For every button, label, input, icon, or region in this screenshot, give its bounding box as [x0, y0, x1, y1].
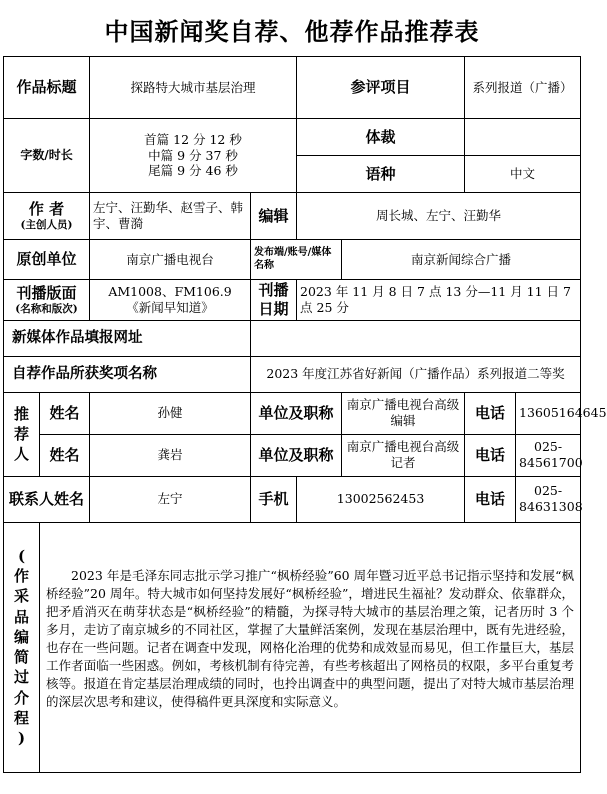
row-recommender-2 [4, 434, 581, 476]
length-line-1: 首篇 12 分 12 秒 [144, 132, 242, 148]
new-media-url-value [251, 320, 581, 356]
recommender-name-1: 孙健 [90, 392, 251, 434]
label-category: 参评项目 [297, 57, 465, 119]
row-contact [4, 476, 581, 522]
row-author [4, 193, 581, 240]
layout-value [90, 280, 251, 321]
intro-text: 2023 年是毛泽东同志批示学习推广“枫桥经验”60 周年暨习近平总书记指示坚持和发展“枫桥经验”20 周年。特大城市如何坚持发展好“枫桥经验”，增进民生福祉？发动群众、依靠群众，把矛盾消灭在萌芽状态是“枫桥经验”的精髓，为探寻特大城市的基层治理之策，记者历时 3 个多月，走访了南京城乡的不同社区，掌握了大量鲜活案例，发现在基层治理中，既有先进经验，也存在一些问题。记者在调查中发现，网格化治理的优势和成效显而易见，但工作量巨大，基层工作者面临一些困惑。例如，考核机制有待完善，有些考核超出了网格员的权限，多平台重复考核等。报道在肯定基层治理成绩的同时，也拎出调查中的典型问题，提出了对特大城市基层治理的深层次思考和建议，使得稿件更具深度和实际意义。 [46, 567, 575, 710]
language-value: 中文 [465, 156, 581, 193]
label-author-main: 作 者 [28, 200, 65, 219]
publisher-value: 南京新闻综合广播 [342, 240, 581, 280]
label-recommender-name-1: 姓名 [40, 392, 90, 434]
award-value: 2023 年度江苏省好新闻（广播作品）系列报道二等奖 [251, 356, 581, 392]
unit-value: 南京广播电视台 [90, 240, 251, 280]
contact-name: 左宁 [90, 476, 251, 522]
label-author-sub: (主创人员) [20, 218, 73, 231]
row-unit [4, 240, 581, 280]
recommender-org-2: 南京广播电视台高级记者 [342, 434, 465, 476]
label-length: 字数/时长 [4, 119, 90, 193]
label-layout [4, 280, 90, 321]
recommender-org-1: 南京广播电视台高级编辑 [342, 392, 465, 434]
layout-line-1: AM1008、FM106.9 [108, 284, 232, 300]
label-recommender-phone-1: 电话 [465, 392, 516, 434]
label-layout-main: 刊播版面 [16, 283, 77, 302]
length-line-3: 尾篇 9 分 46 秒 [148, 163, 238, 179]
label-work-title: 作品标题 [4, 57, 90, 119]
row-url [4, 320, 581, 356]
recommendation-table [3, 56, 607, 773]
contact-phone: 025-84631308 [516, 476, 581, 522]
label-intro [4, 522, 40, 772]
label-layout-sub: (名称和版次) [15, 302, 78, 315]
label-language: 语种 [297, 156, 465, 193]
label-date: 刊播日期 [251, 280, 297, 321]
label-contact: 联系人姓名 [4, 476, 90, 522]
label-recommender-org-1: 单位及职称 [251, 392, 342, 434]
intro-label-line-1: ( [17, 546, 26, 565]
intro-label-line-2: 作采 [13, 567, 29, 606]
layout-line-2: 《新闻早知道》 [126, 299, 214, 315]
row-recommender-1 [4, 392, 581, 434]
label-recommender: 推荐人 [4, 392, 40, 476]
intro-content [40, 522, 581, 772]
label-editor: 编辑 [251, 193, 297, 240]
label-award: 自荐作品所获奖项名称 [4, 356, 251, 392]
label-mobile: 手机 [251, 476, 297, 522]
row-title [4, 57, 581, 119]
row-award [4, 356, 581, 392]
label-recommender-phone-2: 电话 [465, 434, 516, 476]
category-value: 系列报道（广播） [465, 57, 581, 119]
length-line-2: 中篇 9 分 37 秒 [148, 147, 238, 163]
recommender-name-2: 龚岩 [90, 434, 251, 476]
date-value: 2023 年 11 月 8 日 7 点 13 分—11 月 11 日 7 点 25 分 [297, 280, 581, 321]
recommender-phone-1: 13605164645 [516, 392, 581, 434]
editor-value: 周长城、左宁、汪勤华 [297, 193, 581, 240]
label-contact-phone: 电话 [465, 476, 516, 522]
row-layout [4, 280, 581, 321]
recommender-phone-2: 025-84561700 [516, 434, 581, 476]
label-publisher: 发布端/账号/媒体名称 [251, 240, 342, 280]
intro-label-line-4: 简过 [13, 648, 29, 687]
intro-label-line-5: 介程 [13, 688, 29, 727]
label-author [4, 193, 90, 240]
label-recommender-name-2: 姓名 [40, 434, 90, 476]
label-unit: 原创单位 [4, 240, 90, 280]
author-value: 左宁、汪勤华、赵雪子、韩宇、曹漪 [90, 193, 251, 240]
intro-label-line-3: 品编 [13, 607, 29, 646]
form-title: 中国新闻奖自荐、他荐作品推荐表 [104, 17, 480, 46]
length-value [90, 119, 297, 193]
row-intro [4, 522, 581, 772]
label-recommender-org-2: 单位及职称 [251, 434, 342, 476]
work-title-value: 探路特大城市基层治理 [90, 57, 297, 119]
contact-mobile: 13002562453 [297, 476, 465, 522]
genre-value [465, 119, 581, 156]
label-genre: 体裁 [297, 119, 465, 156]
label-new-media-url: 新媒体作品填报网址 [4, 320, 251, 356]
intro-label-line-6: ) [17, 729, 26, 747]
row-length-genre [4, 119, 581, 156]
